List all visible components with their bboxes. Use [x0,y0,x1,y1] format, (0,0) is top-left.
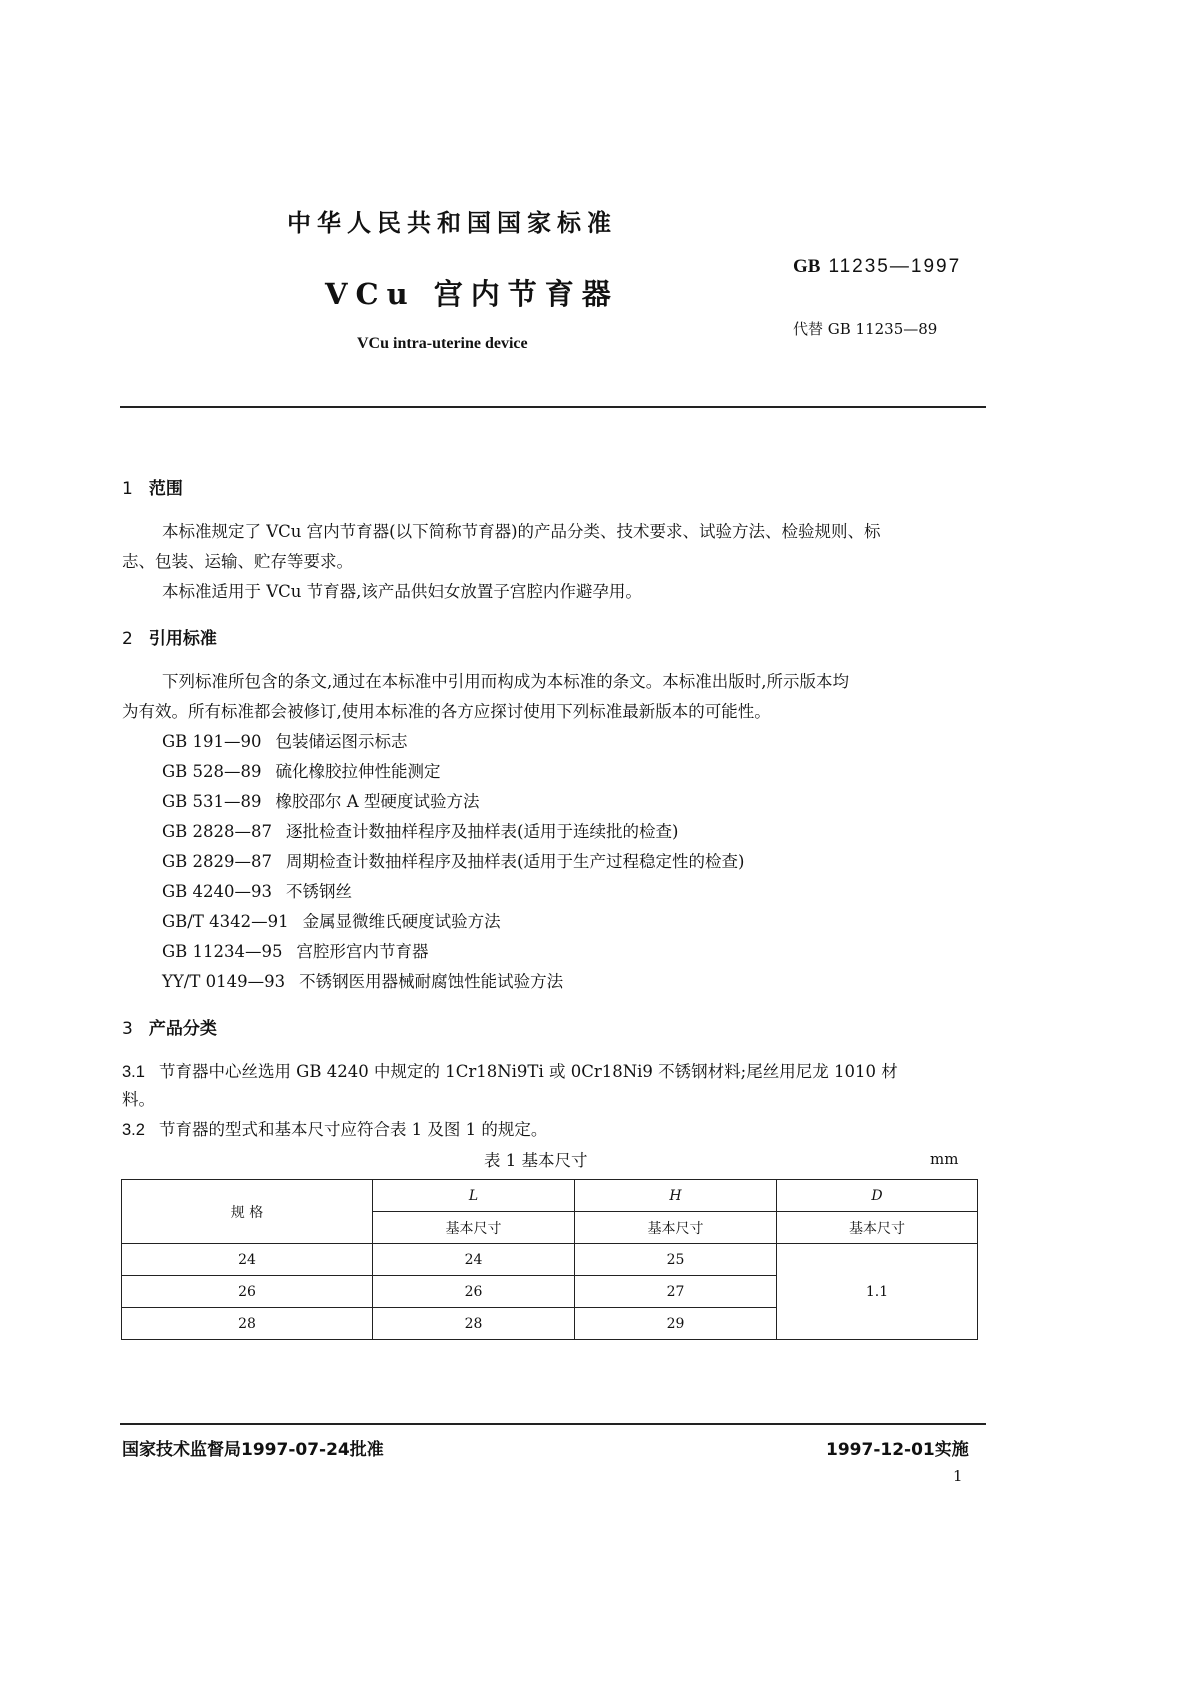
document-title: VCu 宫内节育器 [325,277,619,311]
reference-code: GB/T 4342—91 [162,912,289,931]
reference-code: GB 4240—93 [162,882,273,901]
effective-date: 1997-12-01实施 [826,1440,969,1460]
reference-item [162,938,429,962]
cell-spec: 26 [122,1276,373,1308]
table-unit: mm [930,1150,959,1168]
clause-3-1 [122,1058,898,1082]
replaces-note: 代替 GB 11235—89 [793,320,938,338]
standard-number [793,256,961,278]
reference-code: GB 2828—87 [162,822,273,841]
clause-text: 节育器中心丝选用 GB 4240 中规定的 1Cr18Ni9Ti 或 0Cr18Ni9 不锈钢材料;尾丝用尼龙 1010 材 [158,1062,898,1081]
footer-divider [120,1423,986,1425]
reference-title: 逐批检查计数抽样程序及抽样表(适用于连续批的检查) [286,822,679,841]
subheader-basic: 基本尺寸 [373,1212,575,1244]
reference-title: 硫化橡胶拉伸性能测定 [275,762,441,781]
header-divider [120,406,986,408]
paragraph: 料。 [122,1090,155,1109]
document-title-en: VCu intra-uterine device [357,335,528,352]
standard-prefix: GB [793,256,821,277]
reference-code: YY/T 0149—93 [162,972,286,991]
header-D: D [777,1180,978,1212]
section-number: 2 [122,629,133,649]
subheader-basic: 基本尺寸 [575,1212,777,1244]
standard-code: 11235—1997 [828,256,962,277]
reference-title: 包装储运图示标志 [275,732,408,751]
reference-code: GB 191—90 [162,732,262,751]
section-2-heading [122,624,217,649]
subheader-basic: 基本尺寸 [777,1212,978,1244]
reference-title: 宫腔形宫内节育器 [296,942,429,961]
paragraph: 为有效。所有标准都会被修订,使用本标准的各方应探讨使用下列标准最新版本的可能性。 [122,702,771,721]
cell-L: 24 [373,1244,575,1276]
reference-item [162,758,441,782]
reference-title: 周期检查计数抽样程序及抽样表(适用于生产过程稳定性的检查) [286,852,745,871]
cell-spec: 28 [122,1308,373,1340]
cell-D: 1.1 [777,1244,978,1340]
approval-note: 国家技术监督局1997-07-24批准 [122,1440,384,1460]
cell-L: 26 [373,1276,575,1308]
cell-H: 25 [575,1244,777,1276]
reference-item [162,728,408,752]
reference-item [162,818,678,842]
section-number: 3 [122,1019,133,1039]
reference-code: GB 528—89 [162,762,262,781]
header-spec: 规 格 [122,1180,373,1244]
section-title: 引用标准 [148,629,217,649]
section-number: 1 [122,479,133,499]
reference-item [162,878,352,902]
reference-title: 不锈钢医用器械耐腐蚀性能试验方法 [299,972,564,991]
paragraph: 本标准规定了 VCu 宫内节育器(以下简称节育器)的产品分类、技术要求、试验方法、检验规则、标 [162,522,881,541]
header-L: L [373,1180,575,1212]
paragraph: 下列标准所包含的条文,通过在本标准中引用而构成为本标准的条文。本标准出版时,所示版本均 [162,672,849,691]
clause-number: 3.1 [122,1063,145,1081]
reference-item [162,968,563,992]
section-title: 范围 [148,479,183,499]
reference-code: GB 2829—87 [162,852,273,871]
reference-title: 不锈钢丝 [286,882,353,901]
reference-title: 橡胶邵尔 A 型硬度试验方法 [275,792,480,811]
header-H: H [575,1180,777,1212]
section-1-heading [122,474,183,499]
section-title: 产品分类 [148,1019,217,1039]
paragraph: 志、包装、运输、贮存等要求。 [122,552,353,571]
reference-title: 金属显微维氏硬度试验方法 [302,912,501,931]
reference-item [162,848,744,872]
dimensions-table [121,1179,978,1340]
clause-3-2 [122,1116,547,1140]
page-number: 1 [953,1467,963,1485]
section-3-heading [122,1014,217,1039]
cell-L: 28 [373,1308,575,1340]
table-caption: 表 1 基本尺寸 [484,1151,588,1170]
cell-H: 29 [575,1308,777,1340]
reference-item [162,908,501,932]
table-row [122,1244,978,1276]
clause-number: 3.2 [122,1121,145,1139]
national-standard-heading: 中华人民共和国国家标准 [287,209,617,237]
paragraph: 本标准适用于 VCu 节育器,该产品供妇女放置子宫腔内作避孕用。 [162,582,642,601]
cell-spec: 24 [122,1244,373,1276]
clause-text: 节育器的型式和基本尺寸应符合表 1 及图 1 的规定。 [158,1120,548,1139]
reference-code: GB 531—89 [162,792,262,811]
cell-H: 27 [575,1276,777,1308]
reference-item [162,788,479,812]
reference-code: GB 11234—95 [162,942,283,961]
